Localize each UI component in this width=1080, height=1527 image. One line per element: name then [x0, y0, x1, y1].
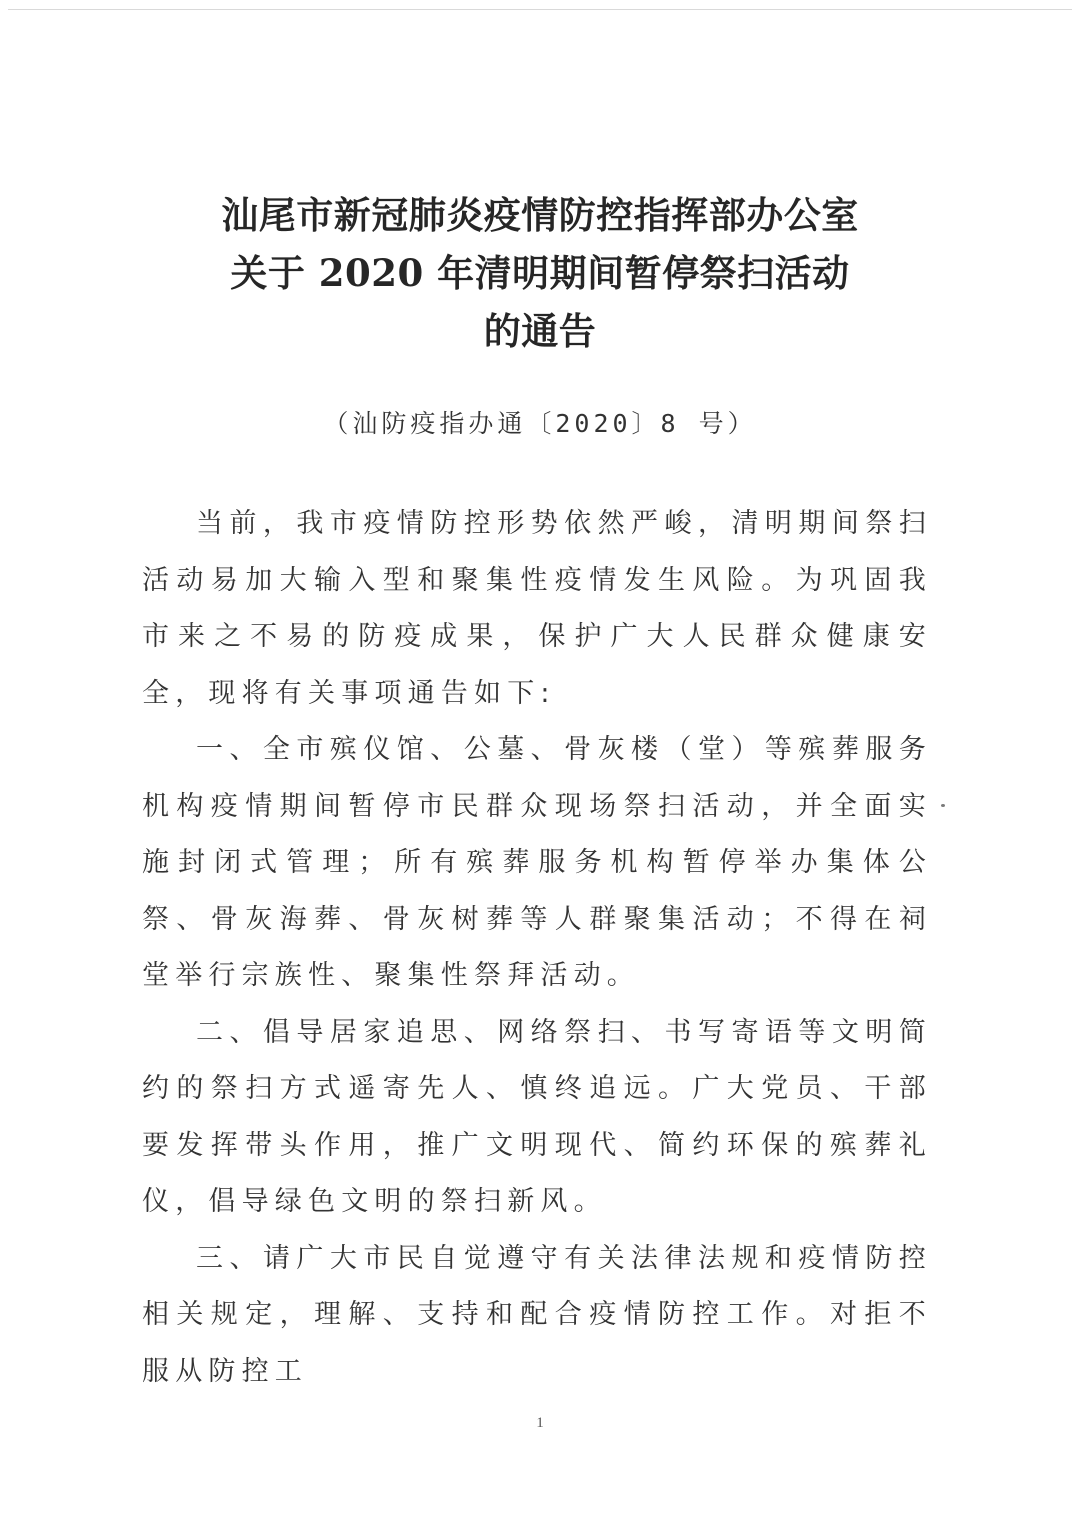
- page-number: 1: [536, 1415, 544, 1431]
- document-body: [142, 496, 932, 1400]
- document-number: （汕防疫指办通〔2020〕8 号）: [323, 409, 757, 438]
- paragraph-item-3: 三、请广大市民自觉遵守有关法律法规和疫情防控相关规定，理解、支持和配合疫情防控工作。对拒不服从防控工: [142, 1242, 932, 1387]
- title-line-2: 关于 2020 年清明期间暂停祭扫活动: [230, 251, 850, 295]
- document-title: [0, 186, 1080, 360]
- paragraph-intro: 当前，我市疫情防控形势依然严峻，清明期间祭扫活动易加大输入型和聚集性疫情发生风险。为巩固我市来之不易的防疫成果，保护广大人民群众健康安全，现将有关事项通告如下:: [142, 508, 932, 709]
- title-line-3: 的通告: [483, 309, 597, 353]
- scan-speck: [941, 804, 945, 807]
- paragraph-item-2: 二、倡导居家追思、网络祭扫、书写寄语等文明简约的祭扫方式遥寄先人、慎终追远。广大党员、干部要发挥带头作用，推广文明现代、简约环保的殡葬礼仪，倡导绿色文明的祭扫新风。: [142, 1016, 932, 1217]
- paragraph-item-1: 一、全市殡仪馆、公墓、骨灰楼（堂）等殡葬服务机构疫情期间暂停市民群众现场祭扫活动，并全面实施封闭式管理；所有殡葬服务机构暂停举办集体公祭、骨灰海葬、骨灰树葬等人群聚集活动；不得在祠堂举行宗族性、聚集性祭拜活动。: [142, 734, 932, 991]
- title-line-1: 汕尾市新冠肺炎疫情防控指挥部办公室: [221, 193, 859, 237]
- top-edge-rule: [8, 9, 1072, 10]
